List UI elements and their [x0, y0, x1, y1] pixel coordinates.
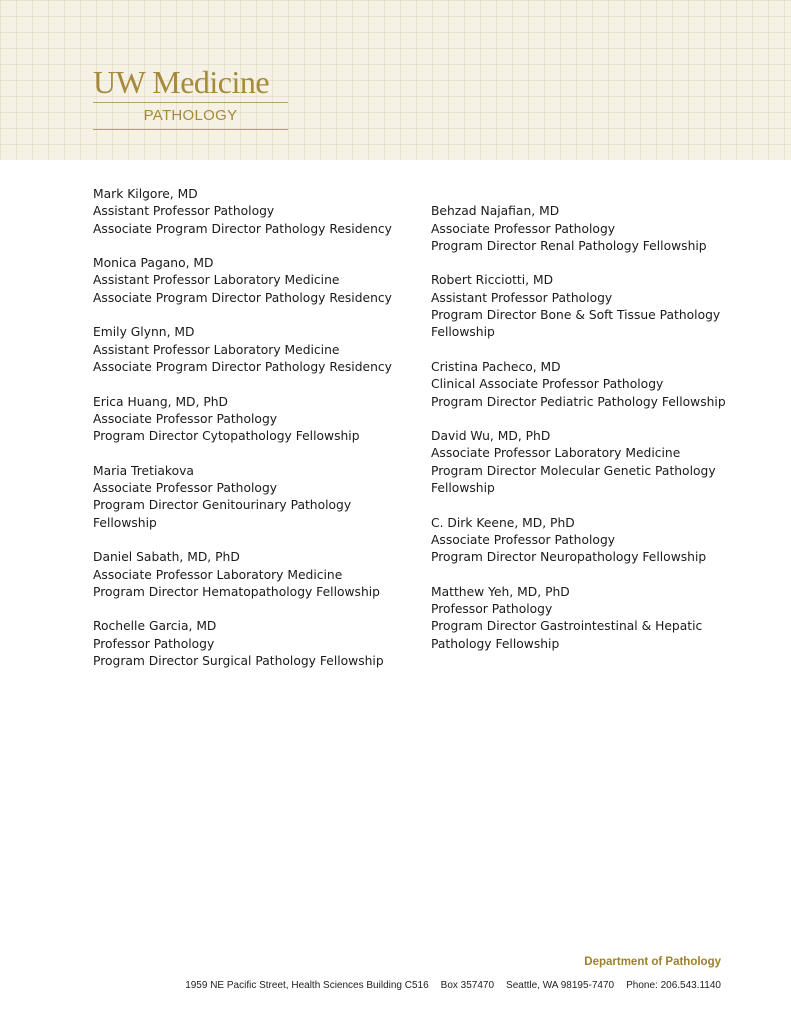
faculty-name: Behzad Najafian, MD	[431, 204, 560, 219]
faculty-name: Cristina Pacheco, MD	[431, 359, 561, 374]
faculty-role: Program Director Hematopathology Fellowship	[93, 584, 380, 599]
faculty-title: Assistant Professor Pathology	[431, 290, 613, 305]
left-column	[93, 186, 413, 688]
faculty-title: Professor Pathology	[431, 602, 553, 617]
faculty-title: Associate Professor Pathology	[431, 532, 616, 547]
faculty-name: Matthew Yeh, MD, PhD	[431, 584, 570, 599]
faculty-name: Monica Pagano, MD	[93, 256, 214, 271]
faculty-title: Associate Professor Pathology	[431, 221, 616, 236]
faculty-entry	[93, 186, 413, 238]
faculty-name: Erica Huang, MD, PhD	[93, 394, 229, 409]
faculty-entry	[93, 463, 413, 532]
faculty-name: C. Dirk Keene, MD, PhD	[431, 515, 575, 530]
faculty-title: Clinical Associate Professor Pathology	[431, 377, 664, 392]
faculty-title: Assistant Professor Pathology	[93, 204, 275, 219]
faculty-name: Emily Glynn, MD	[93, 325, 195, 340]
faculty-role: Program Director Cytopathology Fellowship	[93, 429, 360, 444]
faculty-name: Robert Ricciotti, MD	[431, 273, 554, 288]
faculty-entry	[93, 394, 413, 446]
faculty-role: Program Director Gastrointestinal & Hepatic	[431, 619, 703, 634]
faculty-role: Program Director Genitourinary Pathology	[93, 498, 352, 513]
faculty-title: Assistant Professor Laboratory Medicine	[93, 273, 340, 288]
faculty-entry	[93, 324, 413, 376]
faculty-role-continued: Fellowship	[431, 325, 495, 340]
faculty-name: Maria Tretiakova	[93, 463, 194, 478]
footer-box: Box 357470	[440, 980, 495, 991]
faculty-role: Associate Program Director Pathology Residency	[93, 221, 392, 236]
faculty-role: Associate Program Director Pathology Residency	[93, 290, 392, 305]
uw-medicine-pathology-logo	[93, 62, 288, 130]
footer-department: Department of Pathology	[584, 956, 721, 968]
faculty-entry	[93, 549, 413, 601]
faculty-role: Program Director Neuropathology Fellowship	[431, 550, 707, 565]
faculty-title: Associate Professor Laboratory Medicine	[93, 567, 343, 582]
faculty-role: Program Director Renal Pathology Fellowship	[431, 238, 707, 253]
faculty-entry	[93, 255, 413, 307]
faculty-entry	[431, 203, 731, 255]
footer-street-address: 1959 NE Pacific Street, Health Sciences Building C516	[185, 980, 429, 991]
faculty-entry	[431, 584, 731, 653]
faculty-role: Program Director Pediatric Pathology Fellowship	[431, 394, 726, 409]
faculty-name: Daniel Sabath, MD, PhD	[93, 550, 240, 565]
faculty-name: Rochelle Garcia, MD	[93, 619, 217, 634]
faculty-entry	[431, 359, 731, 411]
faculty-title: Associate Professor Pathology	[93, 481, 278, 496]
faculty-role-continued: Fellowship	[431, 481, 495, 496]
faculty-name: Mark Kilgore, MD	[93, 187, 198, 201]
faculty-role: Program Director Molecular Genetic Pathology	[431, 463, 716, 478]
logo-divider-bottom	[93, 129, 288, 130]
faculty-role: Program Director Bone & Soft Tissue Pathology	[431, 308, 721, 323]
faculty-role-continued: Pathology Fellowship	[431, 636, 560, 651]
faculty-role: Associate Program Director Pathology Residency	[93, 359, 392, 374]
faculty-title: Professor Pathology	[93, 636, 215, 651]
faculty-entry	[431, 515, 731, 567]
faculty-title: Assistant Professor Laboratory Medicine	[93, 342, 340, 357]
faculty-entry	[431, 428, 731, 497]
faculty-role: Program Director Surgical Pathology Fellowship	[93, 654, 384, 669]
footer-address-line	[185, 980, 721, 991]
faculty-title: Associate Professor Pathology	[93, 411, 278, 426]
logo-title: UW Medicine	[93, 64, 270, 100]
header-band	[0, 0, 791, 160]
logo-subtitle: PATHOLOGY	[143, 107, 238, 124]
faculty-title: Associate Professor Laboratory Medicine	[431, 446, 681, 461]
faculty-entry	[431, 272, 731, 341]
faculty-name: David Wu, MD, PhD	[431, 429, 551, 444]
right-column	[431, 203, 731, 670]
footer-phone: Phone: 206.543.1140	[626, 980, 721, 991]
faculty-role-continued: Fellowship	[93, 515, 157, 530]
faculty-entry	[93, 618, 413, 670]
footer-city: Seattle, WA 98195-7470	[506, 980, 615, 991]
